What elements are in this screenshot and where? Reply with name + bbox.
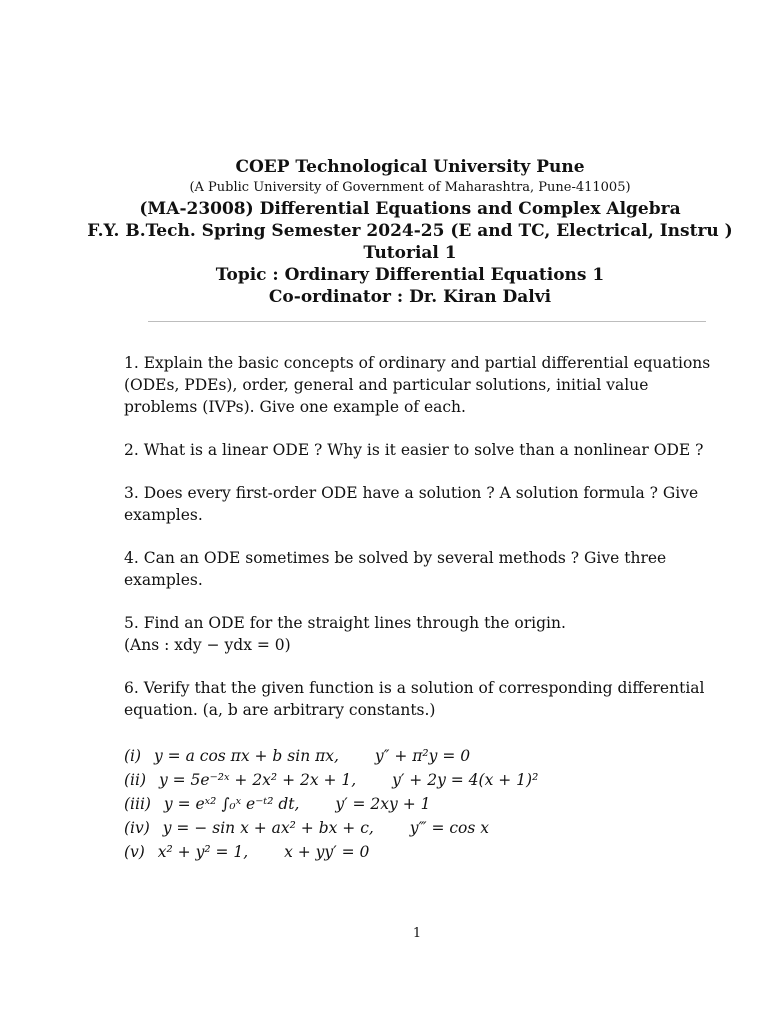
coordinator-line: Co-ordinator : Dr. Kiran Dalvi: [268, 287, 552, 307]
question-3: [124, 482, 712, 526]
equation-row: [124, 816, 714, 840]
equation-ode: x + yy′ = 0: [284, 843, 370, 861]
equation-label: (v): [124, 843, 145, 861]
equation-ode: y″ + π²y = 0: [374, 747, 471, 765]
question-1: [124, 352, 712, 418]
question-2: [124, 439, 712, 461]
equation-function: y = 5e⁻²ˣ + 2x² + 2x + 1,: [158, 771, 357, 789]
course-title: (MA-23008) Differential Equations and Complex Algebra: [139, 199, 681, 219]
equation-ode: y‴ = cos x: [409, 819, 489, 837]
equation-function: y = a cos πx + b sin πx,: [154, 747, 339, 765]
question-text: 3. Does every first-order ODE have a solution ? A solution formula ? Give examples.: [124, 484, 699, 524]
equation-ode: y′ + 2y = 4(x + 1)²: [392, 771, 539, 789]
equation-row: [124, 840, 714, 864]
equation-list: [124, 744, 714, 864]
topic-line: Topic : Ordinary Differential Equations 1: [215, 265, 605, 285]
university-name: COEP Technological University Pune: [235, 157, 585, 177]
equation-function: y = − sin x + ax² + bx + c,: [162, 819, 374, 837]
question-text: 2. What is a linear ODE ? Why is it easier to solve than a nonlinear ODE ?: [124, 441, 704, 459]
equation-row: [124, 768, 714, 792]
equation-ode: y′ = 2xy + 1: [335, 795, 431, 813]
university-affiliation: (A Public University of Government of Maharashtra, Pune-411005): [189, 180, 631, 195]
equation-label: (ii): [124, 771, 147, 789]
equation-row: [124, 744, 714, 768]
question-answer: (Ans : xdy − ydx = 0): [124, 636, 291, 654]
equation-label: (i): [124, 747, 142, 765]
question-text: 4. Can an ODE sometimes be solved by several methods ? Give three examples.: [124, 549, 667, 589]
question-5: [124, 612, 712, 656]
question-text: 5. Find an ODE for the straight lines through the origin.: [124, 614, 566, 632]
program-line: F.Y. B.Tech. Spring Semester 2024-25 (E and TC, Electrical, Instru ): [87, 221, 733, 241]
page-number: 1: [412, 926, 422, 941]
question-4: [124, 547, 712, 591]
question-text: 1. Explain the basic concepts of ordinary and partial differential equations (ODEs, PDEs), order, general and particular solutions, initial value problems (IVPs). Give one example of each.: [124, 354, 711, 416]
equation-function: y = eˣ² ∫₀ˣ e⁻ᵗ² dt,: [163, 795, 300, 813]
equation-label: (iii): [124, 795, 151, 813]
tutorial-title: Tutorial 1: [363, 243, 457, 263]
equation-label: (iv): [124, 819, 150, 837]
question-text: 6. Verify that the given function is a solution of corresponding differential equation. (a, b are arbitrary constants.): [124, 679, 705, 719]
equation-row: [124, 792, 714, 816]
question-list: [124, 352, 712, 742]
equation-function: x² + y² = 1,: [157, 843, 249, 861]
question-6: [124, 677, 712, 721]
document-header: [60, 156, 760, 308]
header-divider: [148, 321, 706, 322]
